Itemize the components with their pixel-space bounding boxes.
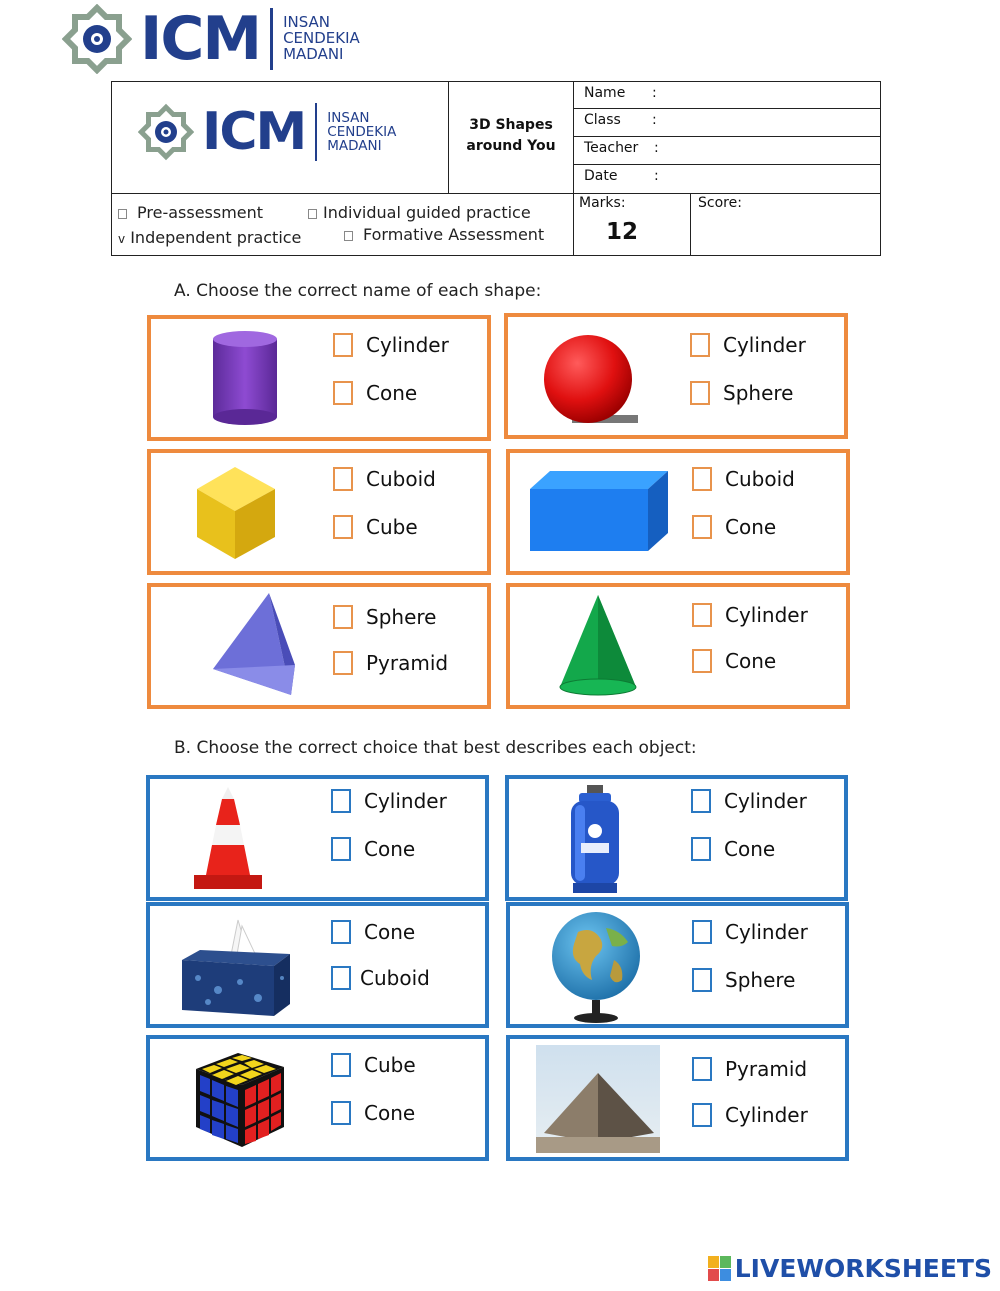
marks-label: Marks:	[579, 195, 626, 211]
checkbox[interactable]	[331, 1101, 351, 1125]
blue-cuboid-image	[526, 467, 670, 555]
check-mark: v	[118, 232, 126, 246]
checkbox[interactable]	[692, 920, 712, 944]
question-card-b3	[146, 902, 489, 1028]
choice-label: Cylinder	[364, 789, 447, 813]
choice-cone[interactable]	[331, 1101, 415, 1125]
checkbox[interactable]	[692, 1103, 712, 1127]
question-card-b2	[505, 775, 848, 901]
question-card-a1	[147, 315, 491, 441]
unchecked-box-icon	[118, 209, 127, 219]
checkbox[interactable]	[692, 467, 712, 491]
choice-label: Sphere	[366, 605, 437, 629]
question-card-a4	[506, 449, 850, 575]
teacher-field[interactable]	[584, 140, 659, 156]
marks-value: 12	[606, 219, 639, 245]
purple-cylinder-image	[209, 329, 281, 427]
logo-line-1: INSAN	[327, 109, 370, 126]
choice-cone[interactable]	[692, 649, 776, 673]
title-line-2: around You	[466, 138, 556, 154]
header-logo	[138, 96, 396, 168]
choice-label: Cube	[366, 515, 418, 539]
question-card-b6	[506, 1035, 849, 1161]
choice-label: Cone	[364, 1101, 416, 1125]
tissue-box-image	[178, 916, 294, 1020]
choice-cuboid[interactable]	[692, 467, 795, 491]
choice-label: Cuboid	[360, 966, 430, 990]
checkbox[interactable]	[331, 966, 351, 990]
section-b-heading: B. Choose the correct choice that best describes each object:	[174, 738, 697, 758]
choice-cube[interactable]	[331, 1053, 416, 1077]
checkbox[interactable]	[331, 920, 351, 944]
formative-assessment-label: Formative Assessment	[363, 225, 545, 244]
globe-image	[548, 908, 644, 1026]
purple-pyramid-image	[209, 591, 295, 699]
checkbox[interactable]	[333, 467, 353, 491]
choice-cuboid[interactable]	[331, 966, 430, 990]
choice-cylinder[interactable]	[692, 920, 808, 944]
checkbox[interactable]	[692, 515, 712, 539]
name-field[interactable]	[584, 85, 657, 101]
choice-cube[interactable]	[333, 515, 418, 539]
section-a-heading: A. Choose the correct name of each shape:	[174, 281, 542, 301]
choice-label: Cylinder	[724, 789, 807, 813]
checkbox[interactable]	[692, 649, 712, 673]
independent-practice-label: Independent practice	[130, 228, 302, 247]
date-sep: :	[654, 168, 659, 184]
choice-label: Cylinder	[725, 1103, 808, 1127]
checkbox[interactable]	[692, 1057, 712, 1081]
assessment-formative	[344, 225, 544, 244]
checkbox[interactable]	[692, 603, 712, 627]
assessment-individual	[308, 203, 531, 222]
checkbox[interactable]	[331, 1053, 351, 1077]
star-emblem-icon	[138, 96, 194, 168]
choice-cone[interactable]	[692, 515, 776, 539]
teacher-sep: :	[654, 140, 659, 156]
checkbox[interactable]	[331, 837, 351, 861]
logo-line-1: INSAN	[283, 13, 331, 32]
checkbox[interactable]	[690, 381, 710, 405]
top-logo	[62, 4, 360, 74]
date-label: Date	[584, 168, 618, 184]
choice-label: Cylinder	[725, 920, 808, 944]
checkbox[interactable]	[691, 837, 711, 861]
checkbox[interactable]	[690, 333, 710, 357]
assessment-pre	[118, 203, 263, 222]
score-label: Score:	[698, 195, 742, 211]
choice-pyramid[interactable]	[333, 651, 448, 675]
question-card-a5	[147, 583, 491, 709]
checkbox[interactable]	[333, 605, 353, 629]
logo-words	[283, 15, 360, 62]
choice-label: Sphere	[725, 968, 796, 992]
individual-practice-label: Individual guided practice	[323, 203, 531, 222]
unchecked-box-icon	[344, 231, 353, 241]
choice-cone[interactable]	[333, 381, 417, 405]
name-label: Name	[584, 85, 626, 101]
worksheet-header-table	[111, 81, 881, 256]
choice-cylinder[interactable]	[690, 333, 806, 357]
choice-pyramid[interactable]	[692, 1057, 807, 1081]
choice-cylinder[interactable]	[691, 789, 807, 813]
choice-cylinder[interactable]	[692, 603, 808, 627]
logo-line-3: MADANI	[327, 138, 382, 155]
checkbox[interactable]	[691, 789, 711, 813]
checkbox[interactable]	[331, 789, 351, 813]
star-emblem-icon	[62, 4, 132, 74]
logo-line-2: CENDEKIA	[327, 123, 397, 140]
choice-label: Cuboid	[725, 467, 795, 491]
logo-line-2: CENDEKIA	[283, 29, 360, 48]
choice-label: Cylinder	[723, 333, 806, 357]
choice-label: Cone	[366, 381, 418, 405]
logo-words	[327, 111, 396, 154]
choice-cone[interactable]	[331, 920, 415, 944]
choice-sphere[interactable]	[692, 968, 795, 992]
checkbox[interactable]	[333, 333, 353, 357]
choice-cone[interactable]	[691, 837, 775, 861]
logo-divider	[270, 8, 273, 70]
choice-cylinder[interactable]	[331, 789, 447, 813]
choice-label: Cone	[725, 649, 777, 673]
unchecked-box-icon	[308, 209, 317, 219]
checkbox[interactable]	[333, 651, 353, 675]
question-card-b5	[146, 1035, 489, 1161]
question-card-a2	[504, 313, 848, 439]
logo-acronym: ICM	[140, 4, 261, 74]
choice-label: Pyramid	[725, 1057, 808, 1081]
choice-label: Cone	[364, 920, 416, 944]
liveworksheets-logo-icon	[708, 1256, 732, 1282]
choice-sphere[interactable]	[690, 381, 793, 405]
choice-label: Cylinder	[366, 333, 449, 357]
choice-label: Cube	[364, 1053, 416, 1077]
worksheet-title	[449, 115, 573, 157]
title-line-1: 3D Shapes	[469, 117, 553, 133]
class-field[interactable]	[584, 112, 657, 128]
choice-label: Cylinder	[725, 603, 808, 627]
assessment-independent	[118, 228, 301, 247]
green-cone-image	[556, 593, 640, 699]
teacher-label: Teacher	[584, 140, 639, 156]
choice-cuboid[interactable]	[333, 467, 436, 491]
choice-sphere[interactable]	[333, 605, 436, 629]
yellow-cube-image	[191, 461, 281, 563]
rubiks-cube-image	[192, 1047, 288, 1151]
checkbox[interactable]	[333, 515, 353, 539]
choice-cone[interactable]	[331, 837, 415, 861]
red-sphere-image	[542, 333, 638, 429]
choice-label: Cone	[364, 837, 416, 861]
egyptian-pyramid-image	[536, 1045, 660, 1153]
date-field[interactable]	[584, 168, 659, 184]
choice-label: Pyramid	[366, 651, 449, 675]
traffic-cone-image	[192, 785, 264, 895]
name-sep: :	[652, 85, 657, 101]
class-label: Class	[584, 112, 621, 128]
question-card-a3	[147, 449, 491, 575]
checkbox[interactable]	[692, 968, 712, 992]
choice-cylinder[interactable]	[692, 1103, 808, 1127]
logo-acronym: ICM	[202, 102, 306, 162]
logo-line-3: MADANI	[283, 44, 344, 63]
logo-divider	[315, 103, 317, 161]
liveworksheets-brand[interactable]	[708, 1254, 992, 1283]
choice-cylinder[interactable]	[333, 333, 449, 357]
class-sep: :	[652, 112, 657, 128]
choice-label: Cone	[724, 837, 776, 861]
brand-text: LIVEWORKSHEETS	[734, 1254, 992, 1283]
checkbox[interactable]	[333, 381, 353, 405]
pre-assessment-label: Pre-assessment	[137, 203, 264, 222]
gas-cylinder-image	[565, 783, 625, 897]
question-card-b1	[146, 775, 489, 901]
choice-label: Cuboid	[366, 467, 436, 491]
choice-label: Cone	[725, 515, 777, 539]
question-card-a6	[506, 583, 850, 709]
question-card-b4	[506, 902, 849, 1028]
choice-label: Sphere	[723, 381, 794, 405]
